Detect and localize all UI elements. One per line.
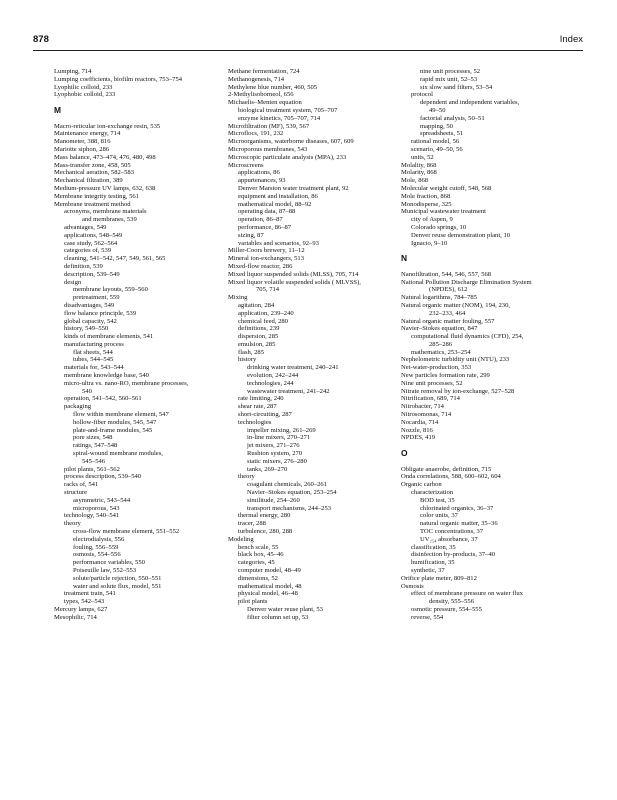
index-subentry: types, 542–543: [64, 598, 105, 606]
index-subentry: rational model, 56: [411, 138, 460, 146]
index-subentry: enzyme kinetics, 705–707, 714: [238, 114, 321, 122]
index-subentry: Denver water reuse plant, 53: [247, 605, 323, 613]
index-subentry: rate limiting, 240: [238, 395, 284, 403]
index-subentry: 705, 714: [256, 286, 280, 294]
index-entry: Mixed liquor suspended solids (MLSS), 705, 714: [228, 270, 359, 278]
index-subentry: scenario, 49–50, 56: [411, 145, 463, 153]
section-spacer: [401, 442, 587, 450]
index-subentry: transport mechanisms, 244–253: [247, 504, 332, 512]
index-subentry: design: [64, 278, 82, 286]
index-subentry: operation, 541–542, 560–561: [64, 395, 142, 403]
index-subentry: tubes, 544–545: [73, 356, 114, 364]
index-column-right: [401, 68, 587, 622]
index-subentry: appurtenances, 93: [238, 177, 286, 185]
index-column-left: [54, 68, 214, 622]
index-column-middle: [228, 68, 406, 622]
index-subentry: hollow-fiber modules, 545, 547: [73, 418, 157, 426]
index-subentry: Poiseuille law, 552–553: [73, 567, 137, 574]
index-subentry: characterization: [411, 489, 454, 497]
index-subentry: pilot plants, 561–562: [64, 465, 120, 473]
index-entry: Methane fermentation, 724: [228, 68, 300, 75]
index-subentry: dimensions, 52: [238, 574, 278, 582]
index-subentry: applications, 86: [238, 169, 280, 177]
index-entry: Osmosis: [401, 582, 424, 590]
index-subentry: packaging: [64, 403, 92, 411]
index-entry: National Pollution Discharge Elimination System: [401, 278, 532, 286]
index-letter-heading: N: [401, 253, 408, 264]
index-subentry: in-line mixers, 270–271: [247, 434, 311, 442]
index-subentry: humification, 35: [411, 559, 455, 567]
index-subentry: dispersion, 285: [238, 333, 279, 341]
index-entry: Methanogenesis, 714: [228, 75, 285, 83]
index-subentry: Navier–Stokes equation, 253–254: [247, 489, 337, 497]
index-entry: Nitrification, 689, 714: [401, 395, 460, 403]
index-subentry: tracer, 288: [238, 520, 266, 528]
index-subentry: definition, 539: [64, 262, 103, 270]
page-header: [33, 34, 583, 48]
index-subentry: computer model, 48–49: [238, 567, 301, 574]
index-entry: Mixed-flow reactor, 286: [228, 262, 293, 270]
index-subentry: pretreatment, 559: [73, 294, 120, 302]
index-subentry: agitation, 284: [238, 301, 275, 309]
index-subentry: spiral-wound membrane modules,: [73, 450, 163, 458]
index-subentry: cleaning, 541–542, 547, 549, 561, 565: [64, 255, 166, 263]
index-subentry: and membranes, 539: [82, 216, 137, 224]
index-subentry: water and solute flux, model, 551: [73, 582, 162, 590]
index-subentry: drinking water treatment, 240–241: [247, 364, 339, 372]
index-entry: Miller-Coors brewery, 11–12: [228, 247, 305, 255]
index-subentry: history: [238, 356, 257, 364]
section-spacer: [54, 99, 214, 107]
index-subentry: synthetic, 37: [411, 567, 445, 574]
index-subentry: theory: [64, 520, 81, 528]
index-subentry: equipment and installation, 86: [238, 192, 318, 200]
index-subentry: application, 239–240: [238, 309, 294, 317]
index-subentry: microporous, 543: [73, 504, 120, 512]
index-subentry: global capacity, 542: [64, 317, 117, 325]
index-entry: Obligate anaerobe, definition, 715: [401, 465, 492, 473]
index-subentry: flow within membrane element, 547: [73, 411, 169, 419]
index-subentry: Colorado springs, 10: [411, 223, 467, 231]
index-subentry: history, 549–550: [64, 325, 109, 333]
index-subentry: impeller mixing, 261–269: [247, 426, 316, 434]
index-subentry: mathematical model, 88–92: [238, 200, 312, 208]
index-subentry: six slow sand filters, 53–54: [420, 83, 493, 91]
index-entry: Mole, 868: [401, 177, 429, 185]
index-subentry: membrane knowledge base, 540: [64, 372, 149, 380]
index-subentry: dependent and independent variables,: [420, 99, 520, 107]
index-subentry: osmotic pressure, 554–555: [411, 605, 482, 613]
section-spacer: [401, 263, 587, 271]
index-entry: Nephelometric turbidity unit (NTU), 233: [401, 356, 510, 364]
index-entry: Manometer, 388, 816: [54, 138, 111, 146]
index-subentry: electrodialysis, 556: [73, 535, 125, 543]
index-subentry: classification, 35: [411, 543, 456, 551]
index-subentry: 540: [82, 387, 92, 395]
index-subentry: physical model, 46–48: [238, 590, 298, 598]
index-subentry: flow balance principle, 539: [64, 309, 137, 317]
index-subentry: 232–233, 464: [429, 309, 466, 317]
index-subentry: mapping, 50: [420, 122, 453, 130]
index-subentry: mathematical model, 48: [238, 582, 302, 590]
index-subentry: evolution, 242–244: [247, 372, 299, 380]
index-entry: Mercury lamps, 627: [54, 605, 108, 613]
index-entry: Molarity, 868: [401, 169, 437, 177]
index-subentry: 545–546: [82, 457, 106, 465]
index-entry: Mole fraction, 868: [401, 192, 451, 200]
index-entry: NPDES, 419: [401, 434, 436, 442]
index-letter-heading: M: [54, 104, 61, 115]
section-spacer: [401, 458, 587, 466]
index-entry: Natural logarithms, 784–785: [401, 294, 477, 302]
index-entry: 2-Methylisoborneol, 656: [228, 91, 294, 99]
index-subentry: coagulant chemicals, 260–261: [247, 481, 328, 489]
index-entry: Natural organic matter (NOM), 194, 230,: [401, 301, 511, 309]
index-entry: Macro-reticular ion-exchange resin, 535: [54, 122, 161, 130]
index-entry: Membrane integrity testing, 561: [54, 192, 139, 200]
page-number: 878: [33, 34, 49, 45]
index-subentry: tanks, 269–270: [247, 465, 288, 473]
index-entry: Mass-transfer zone, 458, 505: [54, 161, 131, 169]
index-subentry: Denver reuse demonstration plant, 10: [411, 231, 511, 239]
index-subentry: shear rate, 287: [238, 403, 277, 411]
index-entry: Nine unit processes, 52: [401, 379, 463, 387]
index-entry: Microscreens: [228, 161, 264, 169]
index-entry: Lyophobic colloid, 233: [54, 91, 116, 99]
index-subentry: racks of, 541: [64, 481, 99, 489]
index-subentry: kinds of membrane elements, 541: [64, 333, 154, 341]
index-entry: Lyophilic colloid, 233: [54, 83, 113, 91]
index-entry: Lumping coefficients, biofilm reactors, 753–754: [54, 75, 183, 83]
index-subentry: similitude, 254–260: [247, 496, 300, 504]
index-subentry: case study, 562–564: [64, 239, 118, 247]
index-subentry: wastewater treatment, 241–242: [247, 387, 330, 395]
index-subentry: sizing, 87: [238, 231, 264, 239]
index-subentry: units, 52: [411, 153, 434, 161]
index-entry: Membrane treatment method: [54, 200, 131, 208]
index-entry: Nitrobacter, 714: [401, 403, 444, 411]
index-entry: Michaelis–Menten equation: [228, 99, 302, 107]
index-entry: Nitrosomonas, 714: [401, 411, 452, 419]
index-entry: Microflocs, 191, 232: [228, 130, 284, 138]
index-subentry: theory: [238, 473, 255, 481]
index-subentry: spreadsheets, 51: [420, 130, 464, 138]
index-entry: Molecular weight cutoff, 548, 568: [401, 184, 492, 192]
index-entry: Nitrate removal by ion-exchange, 527–528: [401, 387, 515, 395]
index-subentry: BOD test, 35: [420, 496, 455, 504]
index-subentry: static mixers, 276–280: [247, 457, 307, 465]
index-entry: New particles formation rate, 299: [401, 372, 490, 380]
index-subentry: flash, 285: [238, 348, 265, 356]
index-subentry: solute/particle rejection, 550–551: [73, 574, 162, 582]
index-entry: Navier–Stokes equation, 847: [401, 325, 478, 333]
index-subentry: asymmetric, 543–544: [73, 496, 131, 504]
index-subentry: reverse, 554: [411, 613, 444, 621]
index-subentry: short-circuiting, 287: [238, 411, 292, 419]
index-entry: Maintenance energy, 714: [54, 130, 121, 138]
index-subentry: categories of, 539: [64, 247, 112, 255]
index-subentry: mathematics, 253–254: [411, 348, 471, 356]
index-subentry: color units, 37: [420, 512, 458, 520]
index-subentry: jet mixers, 271–276: [247, 442, 300, 450]
index-subentry: structure: [64, 489, 88, 497]
index-subentry: emulsion, 285: [238, 340, 276, 348]
index-subentry: membrane layouts, 559–560: [73, 286, 148, 294]
index-subentry: technology, 540–541: [64, 512, 120, 520]
index-subentry: chemical feed, 280: [238, 317, 288, 325]
index-entry: Mass balance, 473–474, 476, 480, 498: [54, 153, 156, 161]
header-rule: [33, 50, 583, 51]
index-subentry: micro-ultra vs. nano-RO, membrane processes,: [64, 379, 189, 387]
index-subentry: effect of membrane pressure on water flux: [411, 590, 523, 598]
index-entry: Net-water-production, 353: [401, 364, 472, 372]
index-entry: Monodisperse, 325: [401, 200, 452, 208]
index-subentry: acronyms, membrane materials: [64, 208, 147, 216]
index-subentry: applications, 548–549: [64, 231, 123, 239]
section-spacer: [54, 115, 214, 123]
index-entry: Microscopic particulate analysis (MPA), 233: [228, 153, 347, 161]
index-subentry: Denver Marston water treatment plant, 92: [238, 184, 349, 192]
index-subentry: osmosis, 554–556: [73, 551, 121, 559]
index-entry: Orifice plate meter, 809–812: [401, 574, 477, 582]
index-subentry: disinfection by-products, 37–40: [411, 551, 496, 559]
index-subentry: nine unit processes, 52: [420, 68, 481, 75]
index-entry: Modeling: [228, 535, 254, 543]
index-subentry: pilot plants: [238, 598, 268, 606]
index-subentry: protocol: [411, 91, 433, 99]
index-entry: Mineral ion-exchangers, 513: [228, 255, 304, 263]
index-subentry: (NPDES), 612: [429, 286, 468, 294]
index-subentry: materials for, 543–544: [64, 364, 124, 372]
index-subentry: treatment train, 541: [64, 590, 116, 598]
index-subentry: definitions, 239: [238, 325, 280, 333]
index-subentry: density, 555–556: [429, 598, 474, 606]
index-entry: Mechanical filtration, 389: [54, 177, 123, 185]
index-subentry: operating data, 87–88: [238, 208, 296, 216]
index-entry: Mechanical aeration, 582–583: [54, 169, 135, 177]
index-subentry: filter column set up, 53: [247, 613, 309, 621]
index-subentry: advantages, 549: [64, 223, 107, 231]
section-spacer: [401, 247, 587, 255]
index-subentry: categories, 45: [238, 559, 275, 567]
index-subentry: manufacturing process: [64, 340, 124, 348]
index-entry: Molality, 868: [401, 161, 437, 169]
index-entry: Municipal wastewater treatment: [401, 208, 486, 216]
index-subentry: factorial analysis, 50–51: [420, 114, 485, 122]
running-head: Index: [559, 34, 583, 45]
index-subentry: fouling, 556–559: [73, 543, 119, 551]
index-subentry: operation, 86–87: [238, 216, 283, 224]
index-entry: Lumping, 714: [54, 68, 92, 75]
index-subentry: 285–286: [429, 340, 453, 348]
index-entry: Microporous membranes, 543: [228, 145, 308, 153]
index-entry: Onda correlations, 588, 600–602, 604: [401, 473, 501, 481]
index-subentry: variables and scenarios, 92–93: [238, 239, 319, 247]
index-entry: Methylene blue number, 460, 505: [228, 83, 318, 91]
index-entry: Nocardia, 714: [401, 418, 439, 426]
index-subentry: performance, 86–87: [238, 223, 292, 231]
index-subentry: TOC concentrations, 37: [420, 528, 484, 536]
index-subentry: black box, 45–46: [238, 551, 284, 559]
index-subentry: performance variables, 550: [73, 559, 145, 567]
index-subentry: thermal energy, 280: [238, 512, 291, 520]
index-subentry: bench scale, 55: [238, 543, 279, 551]
index-entry: Microorganisms, waterborne diseases, 607, 609: [228, 138, 354, 146]
index-entry: Mariotte siphon, 286: [54, 145, 110, 153]
index-subentry: turbulence, 280, 288: [238, 528, 293, 536]
index-subentry: pore sizes, 548: [73, 434, 113, 442]
index-entry: Mixing: [228, 294, 248, 302]
index-subentry: UV₂₅₄ absorbance, 37: [420, 535, 478, 543]
index-subentry: technologies, 244: [247, 379, 294, 387]
index-subentry: biological treatment system, 705–707: [238, 106, 338, 114]
index-subentry: natural organic matter, 35–36: [420, 520, 498, 528]
index-subentry: disadvantages, 549: [64, 301, 115, 309]
index-entry: Nozzle, 816: [401, 426, 433, 434]
index-subentry: 49–50: [429, 106, 446, 114]
index-entry: Nanofiltration, 544, 546, 557, 568: [401, 270, 492, 278]
index-entry: Mixed liquor volatile suspended solids ( MLVSS),: [228, 278, 361, 286]
index-subentry: Ignacio, 9–10: [411, 239, 448, 247]
index-subentry: technologies: [238, 418, 272, 426]
index-entry: Organic carbon: [401, 481, 442, 489]
index-entry: Microfiltration (MF), 539, 567: [228, 122, 310, 130]
index-subentry: rapid mix unit, 52–53: [420, 75, 478, 83]
index-subentry: plate-and-frame modules, 545: [73, 426, 153, 434]
index-entry: Mesophilic, 714: [54, 613, 97, 621]
index-entry: Medium-pressure UV lamps, 632, 638: [54, 184, 156, 192]
index-subentry: ratings, 547–548: [73, 442, 118, 450]
index-subentry: process description, 539–540: [64, 473, 142, 481]
index-subentry: Rushton system, 270: [247, 450, 303, 458]
index-subentry: flat sheets, 544: [73, 348, 113, 356]
index-subentry: cross-flow membrane element, 551–552: [73, 528, 180, 536]
index-subentry: chlorinated organics, 36–37: [420, 504, 494, 512]
index-subentry: city of Aspen, 9: [411, 216, 453, 224]
index-subentry: computational fluid dynamics (CFD), 254,: [411, 333, 524, 341]
index-subentry: description, 539–549: [64, 270, 120, 278]
index-letter-heading: O: [401, 448, 408, 459]
index-entry: Natural organic matter fouling, 557: [401, 317, 495, 325]
